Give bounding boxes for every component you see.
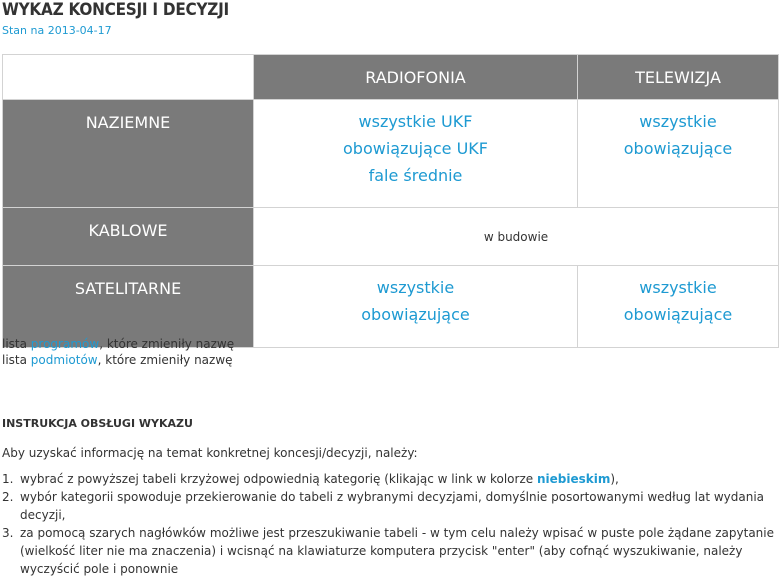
row-header-naziemne: NAZIEMNE xyxy=(3,100,254,208)
concession-matrix xyxy=(2,54,779,348)
list-suffix: , które zmieniły nazwę xyxy=(97,353,233,367)
entities-link[interactable]: podmiotów xyxy=(30,353,98,367)
link-satelitarne-radio-obowiazujace[interactable]: obowiązujące xyxy=(361,305,470,324)
status-date: Stan na 2013-04-17 xyxy=(2,24,112,37)
link-naziemne-radio-fale-srednie[interactable]: fale średnie xyxy=(368,166,463,185)
link-satelitarne-tv-obowiazujace[interactable]: obowiązujące xyxy=(623,305,733,324)
renamed-lists xyxy=(2,336,234,368)
cell-naziemne-tv xyxy=(578,100,779,208)
step-highlight: niebieskim xyxy=(536,472,611,486)
instructions-heading: INSTRUKCJA OBSŁUGI WYKAZU xyxy=(2,417,193,430)
list-prefix: lista xyxy=(2,337,31,351)
step-text-end: ), xyxy=(610,472,619,486)
step-number: 2. xyxy=(2,490,14,504)
list-item xyxy=(2,524,780,578)
step-number: 1. xyxy=(2,472,14,486)
column-header-radiofonia: RADIOFONIA xyxy=(254,55,578,100)
programs-link[interactable]: programów xyxy=(30,337,100,351)
link-naziemne-radio-wszystkie-ukf[interactable]: wszystkie UKF xyxy=(358,112,473,131)
column-header-telewizja: TELEWIZJA xyxy=(578,55,779,100)
page-title: WYKAZ KONCESJI I DECYZJI xyxy=(2,0,229,20)
renamed-programs-line xyxy=(2,336,234,352)
link-naziemne-tv-wszystkie[interactable]: wszystkie xyxy=(639,112,717,131)
cell-satelitarne-radio xyxy=(254,266,578,348)
instructions-steps xyxy=(2,470,780,578)
cell-satelitarne-tv xyxy=(578,266,779,348)
step-text: za pomocą szarych nagłówków możliwe jest przeszukiwanie tabeli - w tym celu należy wpisać w puste pole żądane zapytanie (wielkość liter nie ma znaczenia) i wcisnąć na klawiaturze komputera przycisk "enter" (aby cofnąć wyszukiwanie, należy wyczyścić pole i ponownie xyxy=(20,526,774,576)
list-item xyxy=(2,488,780,524)
row-header-satelitarne: SATELITARNE xyxy=(3,266,254,348)
cell-kablowe-status: w budowie xyxy=(254,208,779,266)
step-text: wybór kategorii spowoduje przekierowanie do tabeli z wybranymi decyzjami, domyślnie posortowanymi według lat wydania decyzji, xyxy=(20,490,765,522)
step-text: wybrać z powyższej tabeli krzyżowej odpowiednią kategorię (klikając w link w kolorze xyxy=(20,472,537,486)
renamed-entities-line xyxy=(2,352,234,368)
cell-naziemne-radio xyxy=(254,100,578,208)
list-item xyxy=(2,470,780,488)
list-prefix: lista xyxy=(2,353,31,367)
row-header-kablowe: KABLOWE xyxy=(3,208,254,266)
link-satelitarne-radio-wszystkie[interactable]: wszystkie xyxy=(376,278,455,297)
step-number: 3. xyxy=(2,526,14,540)
matrix-corner xyxy=(3,55,254,100)
link-naziemne-tv-obowiazujace[interactable]: obowiązujące xyxy=(623,139,733,158)
link-satelitarne-tv-wszystkie[interactable]: wszystkie xyxy=(639,278,717,297)
instructions-intro: Aby uzyskać informację na temat konkretnej koncesji/decyzji, należy: xyxy=(2,446,418,460)
link-naziemne-radio-obowiazujace-ukf[interactable]: obowiązujące UKF xyxy=(343,139,488,158)
list-suffix: , które zmieniły nazwę xyxy=(99,337,235,351)
